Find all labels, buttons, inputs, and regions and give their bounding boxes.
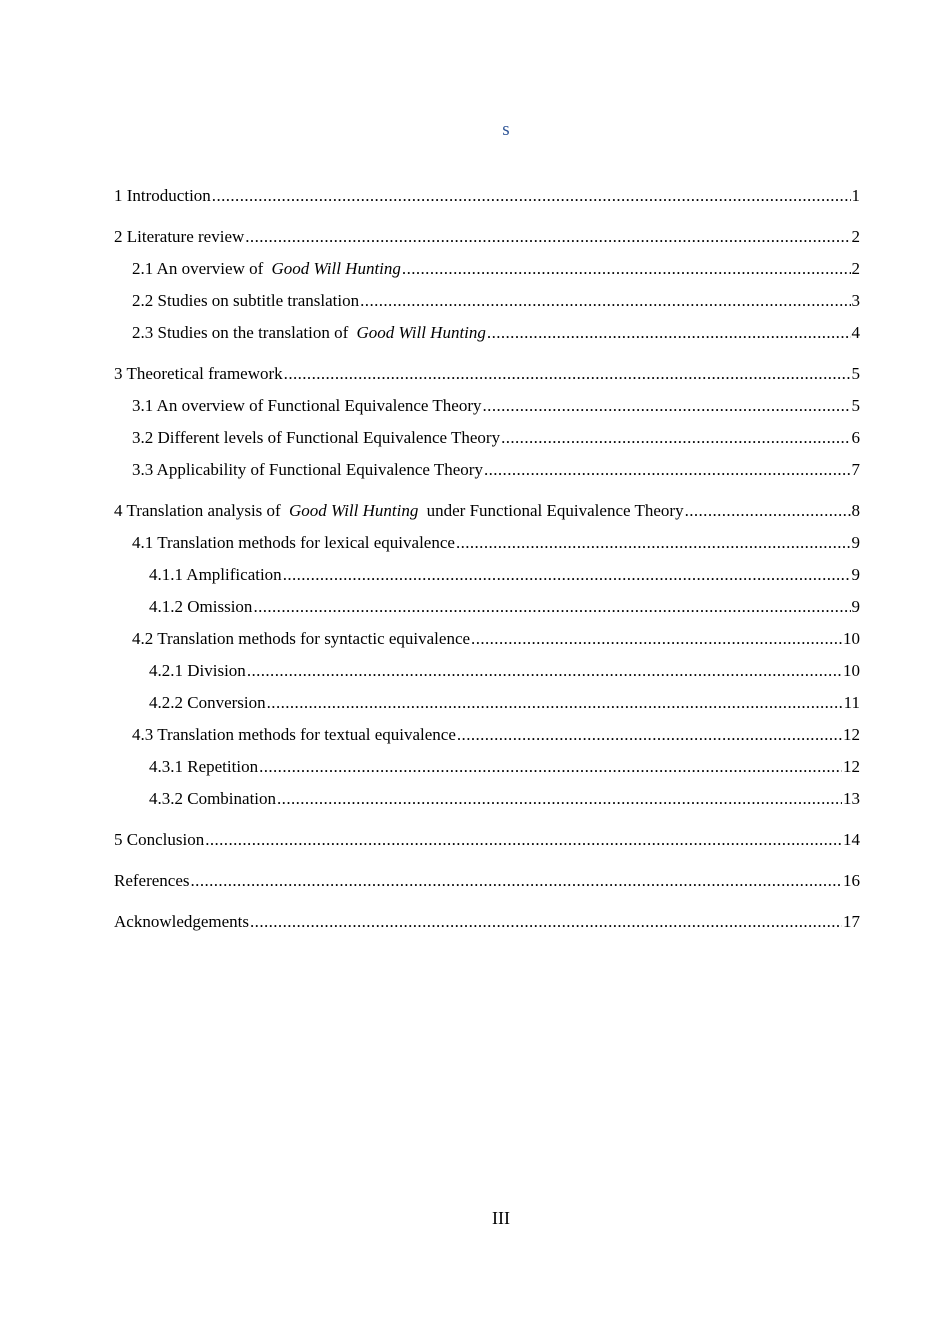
- toc-entry-title: [132, 322, 486, 344]
- toc-entry-title-text: 2.3 Studies on the translation of: [132, 323, 353, 342]
- toc-entry[interactable]: [114, 756, 860, 788]
- toc-entry-title-text: Acknowledgements: [114, 912, 250, 931]
- toc-entry-page: 9: [851, 565, 860, 584]
- toc-entry-title: [132, 427, 500, 449]
- toc-entry-title-text: 2.1 An overview of: [132, 259, 268, 278]
- toc-entry-page: 4: [851, 323, 860, 342]
- toc-entry-title: [114, 829, 204, 851]
- toc-entry-title: [114, 870, 190, 892]
- toc-entry-page: 10: [843, 629, 860, 648]
- page-number: III: [492, 1208, 510, 1228]
- dot-leader: [253, 596, 850, 618]
- dot-leader: [267, 692, 843, 714]
- dot-leader: [277, 788, 842, 810]
- toc-entry-title: [132, 628, 470, 650]
- toc-entry-title-italic: Good Will Hunting: [271, 259, 401, 278]
- toc-entry[interactable]: [114, 532, 860, 564]
- dot-leader: [471, 628, 842, 650]
- toc-entry-title: [149, 596, 252, 618]
- toc-entry-title-text: 2 Literature review: [114, 227, 245, 246]
- toc-entry-title: [114, 911, 249, 933]
- toc-entry-title-text: under Functional Equivalence Theory: [422, 501, 684, 520]
- toc-entry[interactable]: [114, 911, 860, 943]
- toc-entry-page: 5: [851, 396, 860, 415]
- toc-entry[interactable]: [114, 322, 860, 354]
- toc-entry-page: 3: [851, 291, 860, 310]
- toc-entry-page: 5: [851, 364, 860, 383]
- toc-entry[interactable]: [114, 692, 860, 724]
- toc-entry-title-text: 4.1.1 Amplification: [149, 565, 282, 584]
- dot-leader: [360, 290, 850, 312]
- toc-entry-title: [114, 500, 684, 522]
- toc-entry-title-text: 4.2.2 Conversion: [149, 693, 266, 712]
- toc-entry-title-text: 5 Conclusion: [114, 830, 205, 849]
- toc-entry-page: 9: [851, 597, 860, 616]
- toc-entry[interactable]: [114, 459, 860, 491]
- dot-leader: [501, 427, 850, 449]
- toc-entry-title-text: 3.3 Applicability of Functional Equivalence Theory: [132, 460, 483, 479]
- toc-entry[interactable]: [114, 395, 860, 427]
- toc-entry-page: 14: [843, 830, 860, 849]
- toc-entry[interactable]: [114, 226, 860, 258]
- toc-entry-title: [132, 395, 482, 417]
- toc-entry-page: 2: [851, 259, 860, 278]
- dot-leader: [284, 363, 851, 385]
- toc-entry[interactable]: [114, 596, 860, 628]
- toc-entry-title-text: 3.2 Different levels of Functional Equivalence Theory: [132, 428, 501, 447]
- dot-leader: [250, 911, 842, 933]
- toc-entry-title-text: 4.2 Translation methods for syntactic equivalence: [132, 629, 471, 648]
- toc-entry-title: [149, 788, 276, 810]
- toc-entry[interactable]: [114, 628, 860, 660]
- toc-entry-page: 12: [843, 757, 860, 776]
- dot-leader: [259, 756, 842, 778]
- toc-entry-title-text: 4.3 Translation methods for textual equivalence: [132, 725, 456, 744]
- page-heading: s: [502, 119, 510, 140]
- toc-entry-title: [132, 290, 359, 312]
- toc-entry-title-text: 4.3.1 Repetition: [149, 757, 259, 776]
- toc-entry[interactable]: [114, 724, 860, 756]
- toc-entry-title: [114, 226, 244, 248]
- toc-entry-title-text: 4.1.2 Omission: [149, 597, 253, 616]
- toc-entry-title-text: 4.3.2 Combination: [149, 789, 277, 808]
- toc-entry[interactable]: [114, 660, 860, 692]
- toc-entry-page: 16: [843, 871, 860, 890]
- toc-entry-title: [149, 756, 258, 778]
- toc-entry[interactable]: [114, 829, 860, 861]
- toc-entry-page: 11: [843, 693, 860, 712]
- toc-entry[interactable]: [114, 788, 860, 820]
- toc-entry-page: 13: [843, 789, 860, 808]
- toc-entry-page: 2: [851, 227, 860, 246]
- toc-entry-title-text: 4.2.1 Division: [149, 661, 246, 680]
- toc-entry-title: [114, 363, 283, 385]
- dot-leader: [283, 564, 851, 586]
- dot-leader: [457, 724, 842, 746]
- toc-entry-page: 12: [843, 725, 860, 744]
- toc-entry-title: [149, 692, 266, 714]
- toc-entry-page: 10: [843, 661, 860, 680]
- dot-leader: [487, 322, 851, 344]
- toc-entry-page: 7: [851, 460, 860, 479]
- dot-leader: [191, 870, 842, 892]
- toc-entry-page: 6: [851, 428, 860, 447]
- dot-leader: [685, 500, 851, 522]
- toc-entry-title-text: 4.1 Translation methods for lexical equivalence: [132, 533, 455, 552]
- toc-entry[interactable]: [114, 185, 860, 217]
- dot-leader: [456, 532, 851, 554]
- dot-leader: [245, 226, 850, 248]
- toc-entry-title: [132, 459, 483, 481]
- dot-leader: [205, 829, 842, 851]
- toc-entry-title-text: 4 Translation analysis of: [114, 501, 285, 520]
- toc-entry-title: [132, 258, 401, 280]
- toc-entry-title-text: 2.2 Studies on subtitle translation: [132, 291, 360, 310]
- toc-entry[interactable]: [114, 870, 860, 902]
- toc-entry[interactable]: [114, 363, 860, 395]
- dot-leader: [402, 258, 851, 280]
- toc-entry-page: 17: [843, 912, 860, 931]
- dot-leader: [483, 395, 851, 417]
- toc-entry-page: 8: [851, 501, 860, 520]
- toc-entry-title-text: 3.1 An overview of Functional Equivalence Theory: [132, 396, 482, 415]
- toc-entry-title: [114, 185, 211, 207]
- toc-entry-title: [149, 660, 246, 682]
- toc-entry-title: [132, 532, 455, 554]
- toc-entry-title: [132, 724, 456, 746]
- toc-entry[interactable]: [114, 564, 860, 596]
- toc-entry[interactable]: [114, 290, 860, 322]
- toc-entry-title-text: 1 Introduction: [114, 186, 211, 205]
- toc-entry-title-text: References: [114, 871, 190, 890]
- dot-leader: [212, 185, 851, 207]
- toc-entry-page: 1: [851, 186, 860, 205]
- toc-entry-page: 9: [851, 533, 860, 552]
- toc-entry-title-italic: Good Will Hunting: [356, 323, 486, 342]
- toc-entry-title-text: 3 Theoretical framework: [114, 364, 283, 383]
- toc-entry-title: [149, 564, 282, 586]
- dot-leader: [484, 459, 851, 481]
- toc-entry[interactable]: [114, 500, 860, 532]
- toc-entry[interactable]: [114, 427, 860, 459]
- toc-entry-title-italic: Good Will Hunting: [288, 501, 419, 520]
- dot-leader: [247, 660, 842, 682]
- table-of-contents: [114, 185, 860, 943]
- toc-entry[interactable]: [114, 258, 860, 290]
